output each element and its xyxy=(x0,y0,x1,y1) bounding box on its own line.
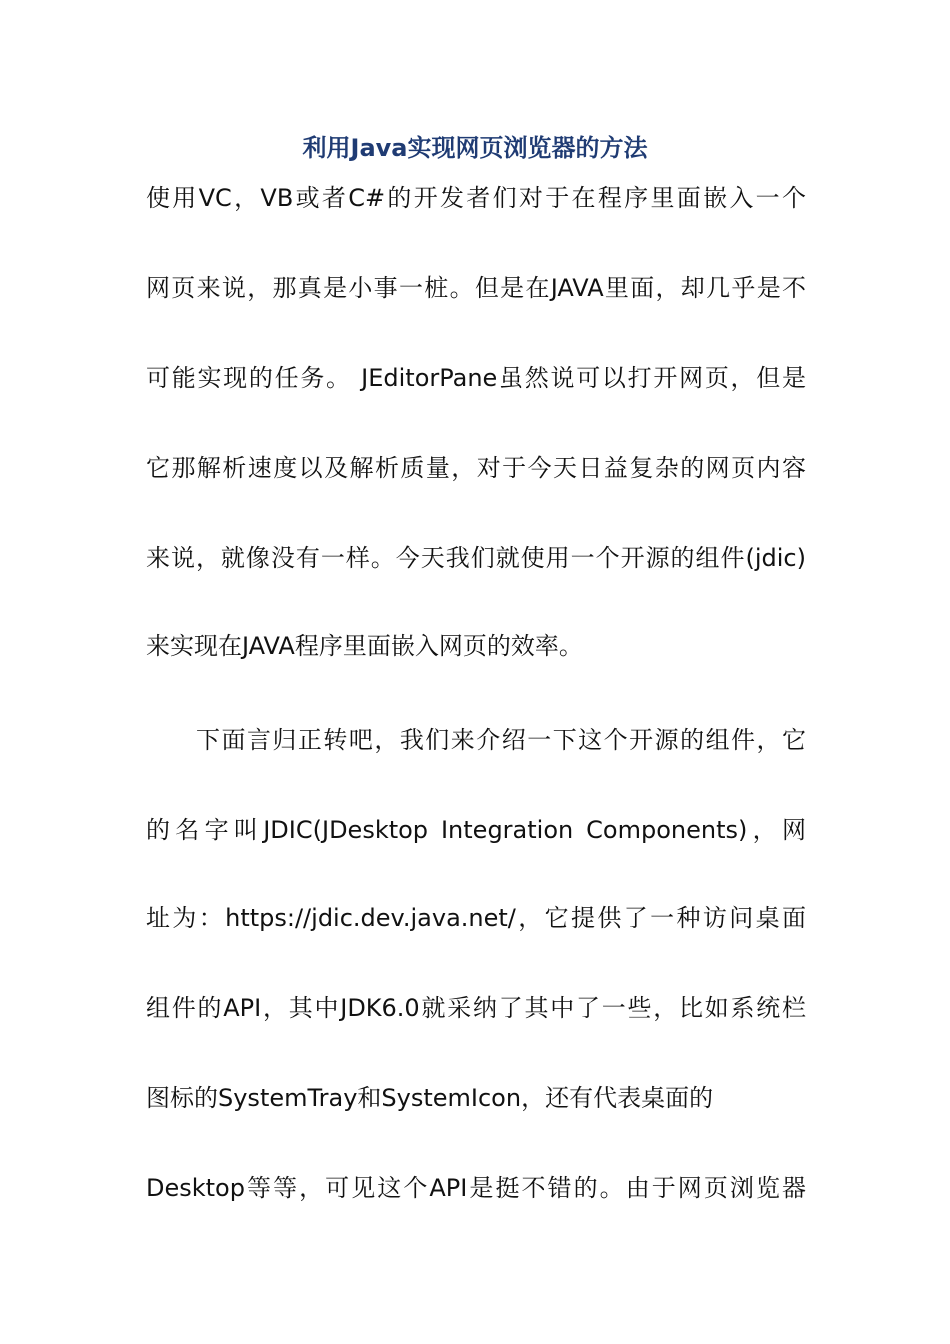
body-line-5: 来说，就像没有一样。今天我们就使用一个开源的组件(jdic) xyxy=(146,544,806,572)
body-line-12: Desktop等等，可见这个API是挺不错的。由于网页浏览器 xyxy=(146,1174,806,1202)
body-line-7: 下面言归正转吧，我们来介绍一下这个开源的组件，它 xyxy=(196,726,806,754)
body-line-2: 网页来说，那真是小事一桩。但是在JAVA里面，却几乎是不 xyxy=(146,274,806,302)
body-line-4: 它那解析速度以及解析质量，对于今天日益复杂的网页内容 xyxy=(146,454,806,482)
body-line-3: 可能实现的任务。 JEditorPane虽然说可以打开网页，但是 xyxy=(146,364,806,392)
document-title: 利用Java实现网页浏览器的方法 xyxy=(302,134,648,162)
body-line-8: 的名字叫JDIC(JDesktop Integration Components)，网 xyxy=(146,816,806,844)
body-line-6: 来实现在JAVA程序里面嵌入网页的效率。 xyxy=(146,632,583,660)
body-line-11: 图标的SystemTray和SystemIcon，还有代表桌面的 xyxy=(146,1084,714,1112)
body-line-10: 组件的API，其中JDK6.0就采纳了其中了一些，比如系统栏 xyxy=(146,994,806,1022)
body-line-1: 使用VC，VB或者C#的开发者们对于在程序里面嵌入一个 xyxy=(146,184,806,212)
body-line-9: 址为：https://jdic.dev.java.net/，它提供了一种访问桌面 xyxy=(146,904,806,932)
